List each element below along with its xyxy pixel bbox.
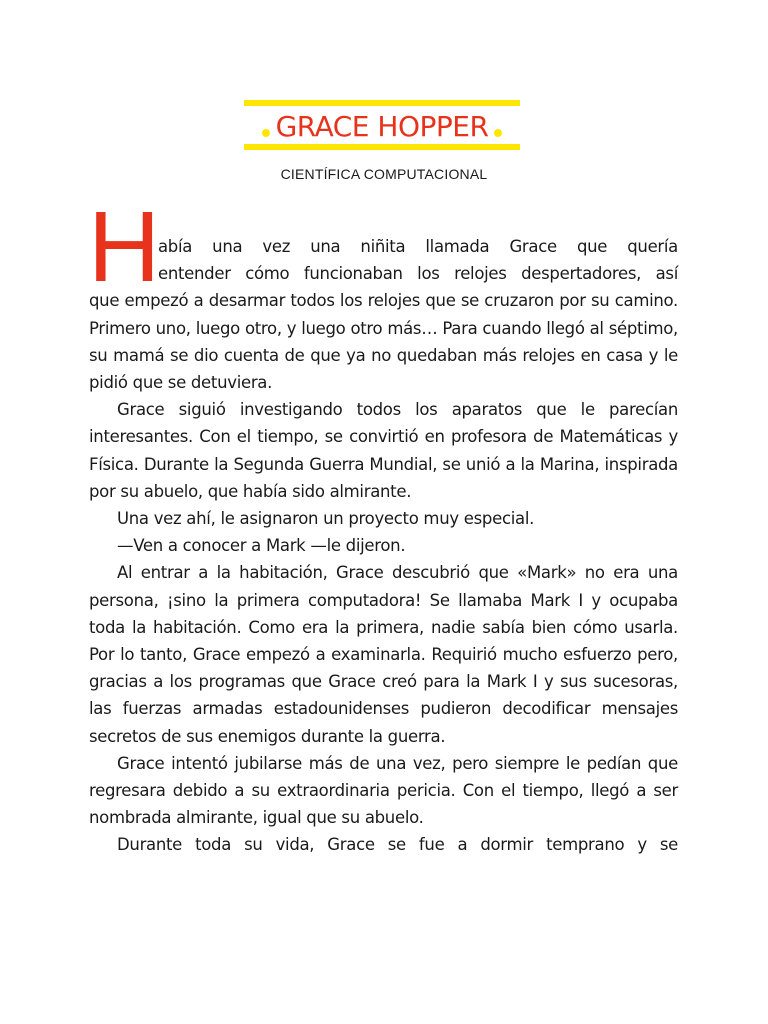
title-banner [244,100,520,150]
paragraph-2: Grace siguió investigando todos los aparatos que le parecían interesantes. Con el tiempo, se convirtió en profesora de Matemáticas y Física. Durante la Segunda Guerra Mundial, se unió a la Marina, inspirada por su abuelo, que había sido almirante. [89,400,678,501]
title-left-dot [262,129,270,137]
title-top-rule [244,100,520,106]
paragraph-1-line-1: abía una vez una niñita llamada Grace que quería [158,237,678,256]
page-title: GRACE HOPPER [275,109,489,143]
story-body [89,233,678,859]
paragraph-5: Al entrar a la habitación, Grace descubrió que «Mark» no era una persona, ¡sino la primera computadora! Se llamaba Mark I y ocupaba toda la habitación. Como era la primera, nadie sabía bien cómo usarla. Por lo tanto, Grace empezó a examinarla. Requirió mucho esfuerzo pero, gracias a los programas que Grace creó para la Mark I y sus sucesoras, las fuerzas armadas estadounidenses pudieron decodificar mensajes secretos de sus enemigos durante la guerra. [89,563,678,746]
drop-cap: H [88,191,161,303]
title-right-dot [494,129,502,137]
paragraph-1-line-2: entender cómo funcionaban los relojes despertadores, así [158,264,678,284]
paragraph-3: Una vez ahí, le asignaron un proyecto muy especial. [117,509,535,529]
paragraph-7: Durante toda su vida, Grace se fue a dormir temprano y se [117,835,678,855]
title-row [244,108,520,144]
paragraph-6: Grace intentó jubilarse más de una vez, pero siempre le pedían que regresara debido a su extraordinaria pericia. Con el tiempo, llegó a ser nombrada almirante, igual que su abuelo. [89,753,678,828]
paragraph-1 [89,233,678,396]
title-bottom-rule [244,144,520,150]
page-subtitle: CIENTÍFICA COMPUTACIONAL [280,166,488,182]
paragraph-4: —Ven a conocer a Mark —le dijeron. [117,536,406,556]
paragraph-1-rest: que empezó a desarmar todos los relojes que se cruzaron por su camino. Primero uno, luego otro, y luego otro más… Para cuando llegó al séptimo, su mamá se dio cuenta de que ya no quedaban más relojes en casa y le pidió que se detuviera. [89,291,678,393]
